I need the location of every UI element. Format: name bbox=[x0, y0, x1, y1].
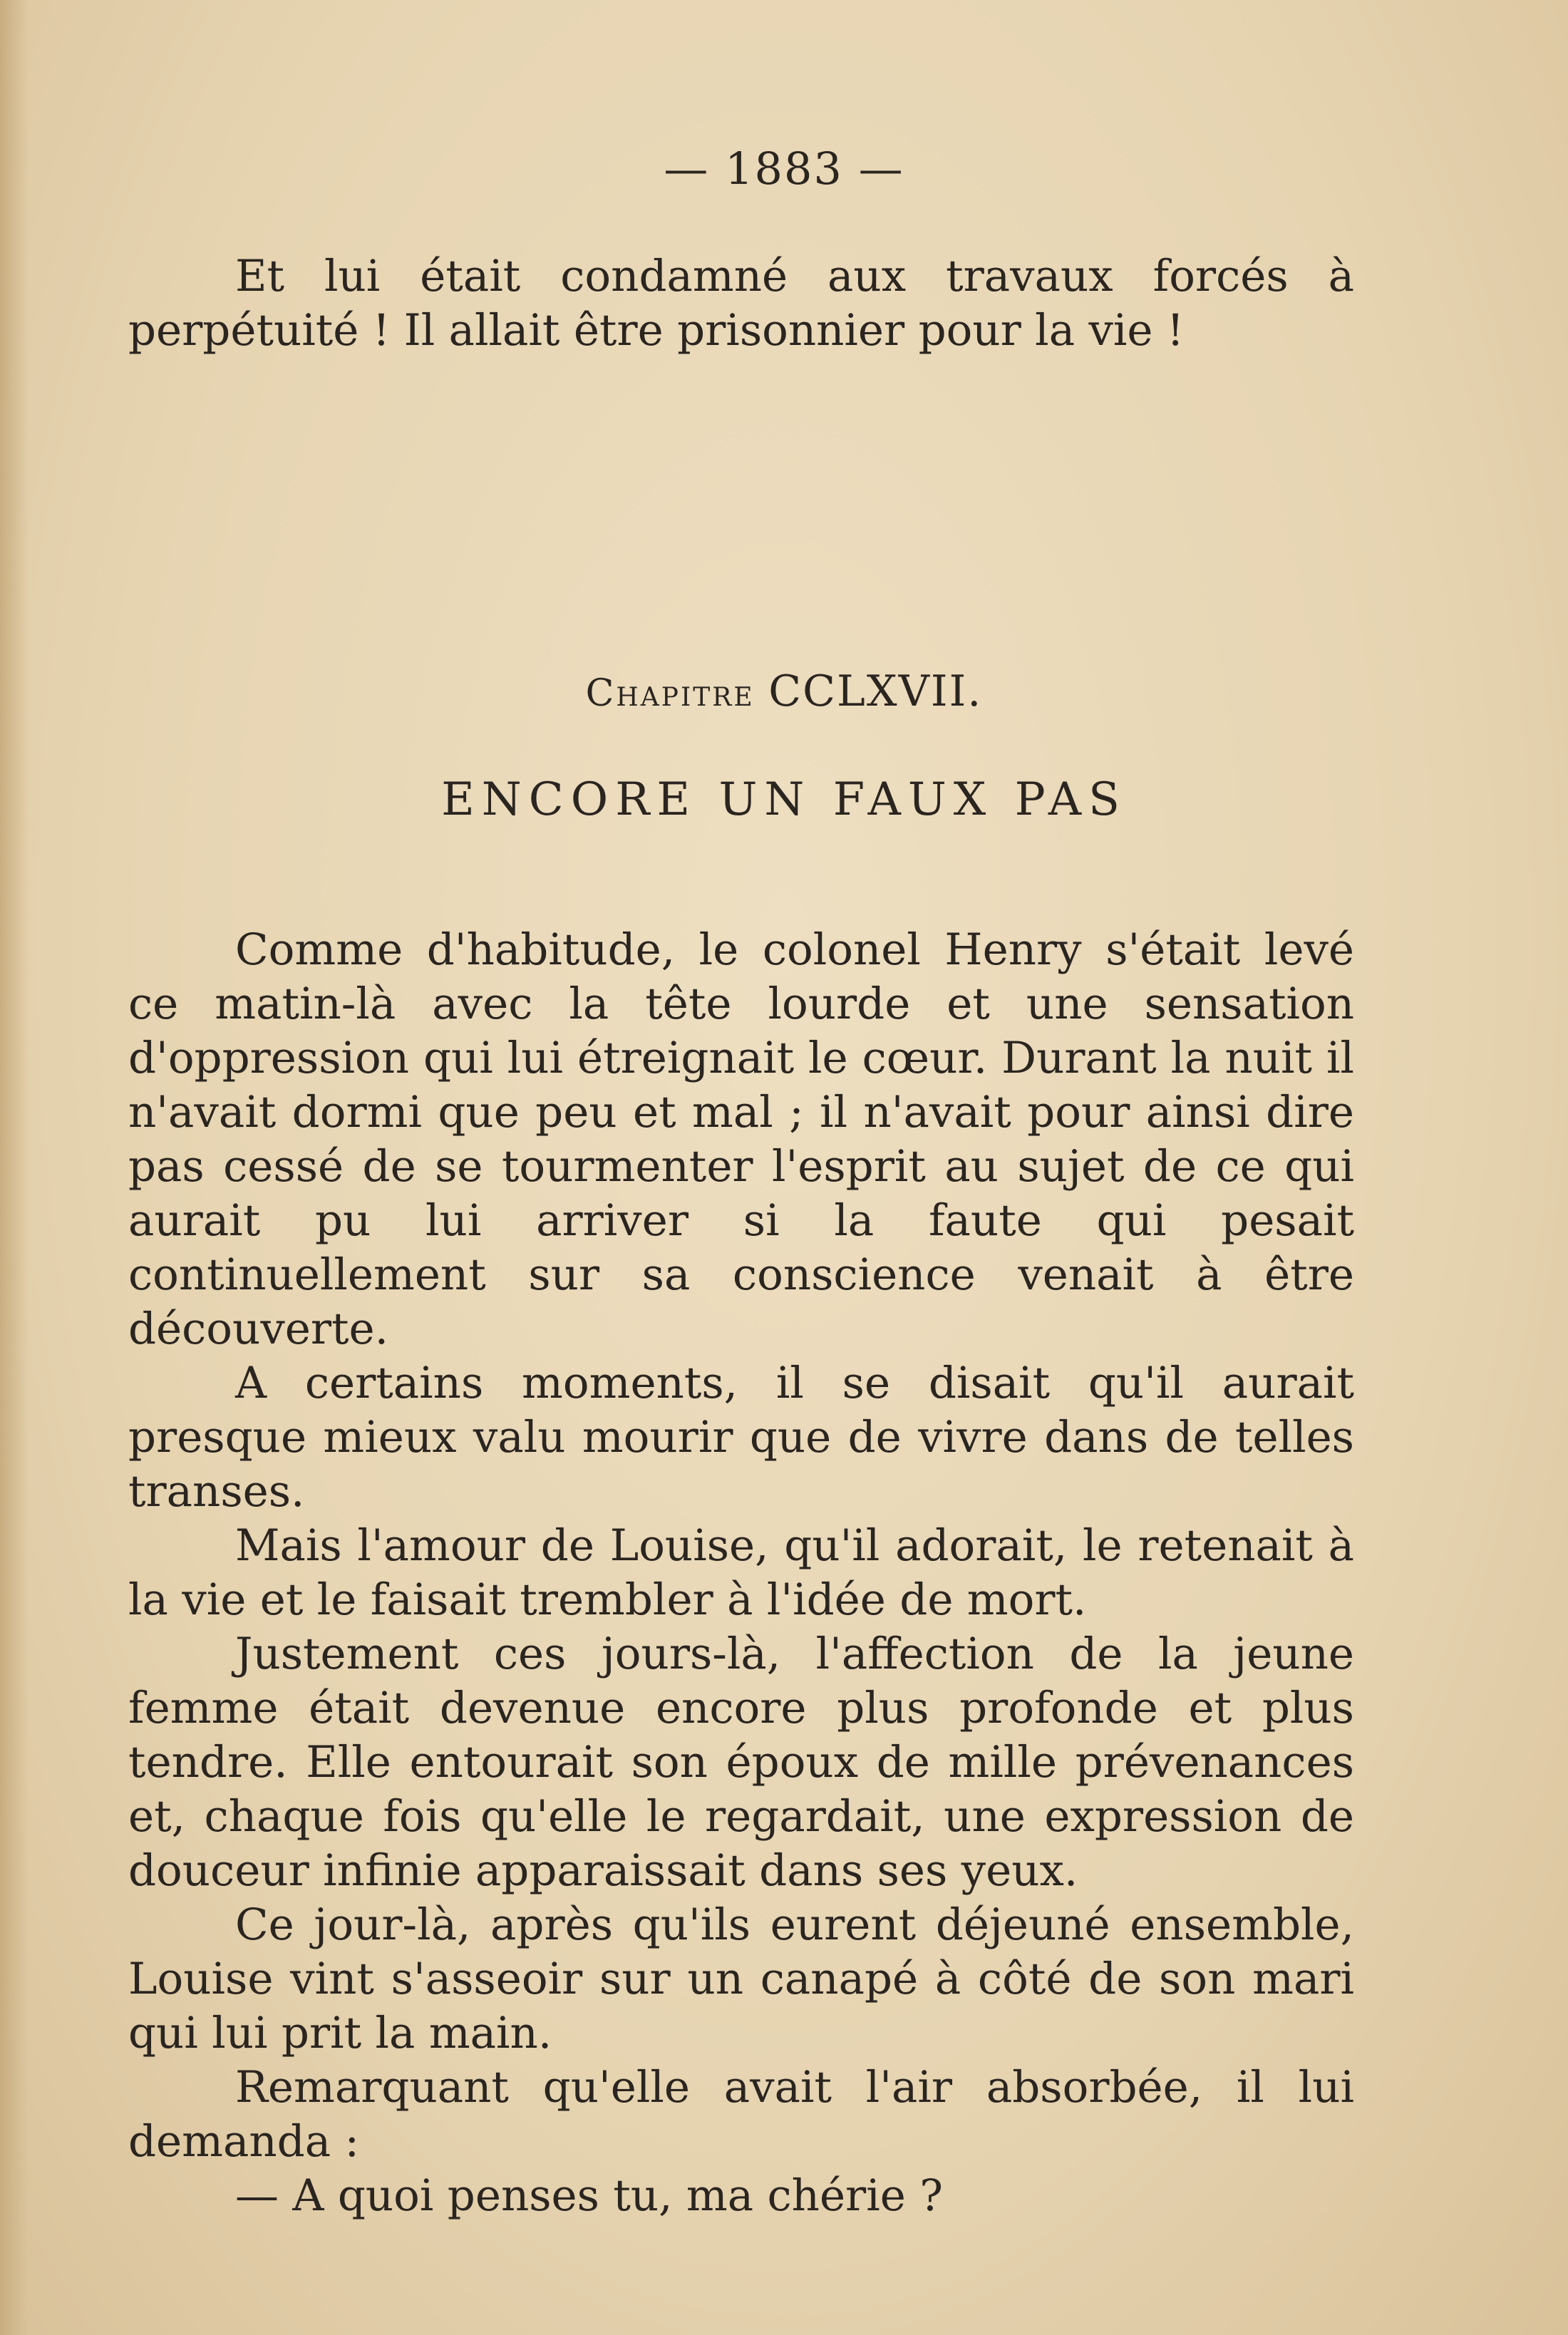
chapter-title: ENCORE UN FAUX PAS bbox=[441, 773, 1127, 826]
chapter-body bbox=[128, 923, 1354, 2223]
opening-paragraph: Et lui était condamné aux travaux forcés à perpétuité ! Il allait être prisonnier pour la vie ! bbox=[128, 251, 1354, 356]
paragraph: Justement ces jours-là, l'affection de la jeune femme était devenue encore plus profonde et plus tendre. Elle entourait son époux de mille prévenances et, chaque fois qu'elle le regardait, une expression de douceur infinie apparaissait dans ses yeux. bbox=[128, 1629, 1354, 1896]
opening-paragraph-block bbox=[128, 249, 1354, 358]
paragraph: A certains moments, il se disait qu'il aurait presque mieux valu mourir que de vivre dans de telles transes. bbox=[128, 1358, 1354, 1517]
paragraph: — A quoi penses tu, ma chérie ? bbox=[235, 2170, 943, 2221]
chapter-number: CCLXVII. bbox=[768, 666, 983, 716]
paragraph: Mais l'amour de Louise, qu'il adorait, le retenait à la vie et le faisait trembler à l'idée de mort. bbox=[128, 1520, 1354, 1625]
paragraph: Remarquant qu'elle avait l'air absorbée, il lui demanda : bbox=[128, 2062, 1354, 2167]
chapter-label: Chapitre bbox=[585, 672, 755, 715]
paragraph: Comme d'habitude, le colonel Henry s'était levé ce matin-là avec la tête lourde et une sensation d'oppression qui lui étreignait le cœur. Durant la nuit il n'avait dormi que peu et mal ; il n'avait pour ainsi dire pas cessé de se tourmenter l'esprit au sujet de ce qui aurait pu lui arriver si la faute qui pesait continuellement sur sa conscience venait à être découverte. bbox=[128, 924, 1354, 1354]
chapter-heading bbox=[0, 666, 1568, 716]
paragraph: Ce jour-là, après qu'ils eurent déjeuné ensemble, Louise vint s'asseoir sur un canapé à côté de son mari qui lui prit la main. bbox=[128, 1900, 1354, 2058]
page-number: — 1883 — bbox=[664, 143, 904, 195]
